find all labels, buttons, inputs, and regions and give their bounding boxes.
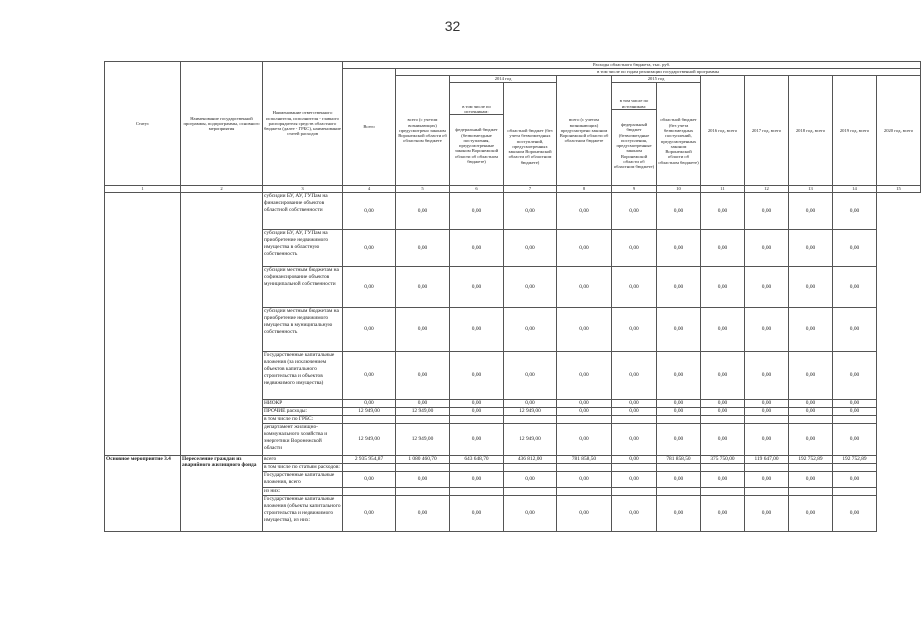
row-value: 0,00 bbox=[701, 193, 745, 230]
row-value: 0,00 bbox=[833, 400, 877, 408]
row-value: 0,00 bbox=[789, 408, 833, 416]
row-label: субсидии БУ, АУ, ГУПам на приобретение недвижимого имущества в областную собственность bbox=[263, 230, 343, 267]
row-value: 0,00 bbox=[657, 308, 701, 352]
row-value: 12 949,00 bbox=[504, 424, 557, 456]
row-value: 0,00 bbox=[450, 352, 504, 400]
row-value: 0,00 bbox=[657, 267, 701, 308]
row-value bbox=[657, 488, 701, 496]
row-value bbox=[396, 488, 450, 496]
column-number: 7 bbox=[504, 186, 557, 193]
row-value: 0,00 bbox=[396, 267, 450, 308]
header-2017: 2017 год, всего bbox=[745, 76, 789, 186]
row-value: 0,00 bbox=[701, 230, 745, 267]
header-2019: 2019 год, всего bbox=[833, 76, 877, 186]
row-value bbox=[833, 464, 877, 472]
row-value: 0,00 bbox=[701, 408, 745, 416]
row-value bbox=[504, 416, 557, 424]
row-value: 0,00 bbox=[657, 408, 701, 416]
column-number: 9 bbox=[612, 186, 657, 193]
row-label: в том числе по статьям расходов: bbox=[263, 464, 343, 472]
measure-name: Переселение граждан из аварийного жилищного фонда bbox=[181, 456, 263, 532]
row-value: 0,00 bbox=[789, 424, 833, 456]
header-2015-all: всего (с учетом возникающих) предусмотрено законом Воронежской области об областном бюджете bbox=[557, 76, 612, 186]
header-fed-2015 bbox=[612, 83, 657, 186]
row-value: 0,00 bbox=[450, 472, 504, 488]
row-value: 0,00 bbox=[789, 267, 833, 308]
row-value: 0,00 bbox=[745, 193, 789, 230]
row-label: ПРОЧИЕ расходы: bbox=[263, 408, 343, 416]
page-number: 32 bbox=[444, 18, 461, 34]
row-value: 0,00 bbox=[343, 308, 396, 352]
row-value: 0,00 bbox=[557, 408, 612, 416]
row-value bbox=[657, 416, 701, 424]
row-value: 0,00 bbox=[745, 352, 789, 400]
row-value: 0,00 bbox=[833, 267, 877, 308]
row-value: 192 752,89 bbox=[833, 456, 877, 464]
row-value bbox=[612, 488, 657, 496]
row-value: 0,00 bbox=[396, 193, 450, 230]
row-value: 0,00 bbox=[612, 456, 657, 464]
row-value: 0,00 bbox=[745, 230, 789, 267]
row-value: 0,00 bbox=[701, 352, 745, 400]
header-obl-2014: областной бюджет (без учета безвозмездных поступлений, предусмотренных законом Воронежской области об областном бюджете) bbox=[504, 83, 557, 186]
row-value: 0,00 bbox=[504, 193, 557, 230]
row-value: 0,00 bbox=[789, 472, 833, 488]
row-value: 0,00 bbox=[701, 267, 745, 308]
row-value: 0,00 bbox=[657, 472, 701, 488]
row-value: 0,00 bbox=[833, 193, 877, 230]
row-value bbox=[450, 488, 504, 496]
row-value: 0,00 bbox=[745, 267, 789, 308]
header-2015: 2015 год bbox=[612, 76, 701, 83]
row-value: 0,00 bbox=[343, 230, 396, 267]
row-value: 0,00 bbox=[612, 230, 657, 267]
column-number: 6 bbox=[450, 186, 504, 193]
row-value: 0,00 bbox=[701, 424, 745, 456]
row-value: 0,00 bbox=[396, 308, 450, 352]
row-value: 0,00 bbox=[612, 267, 657, 308]
row-value: 0,00 bbox=[557, 496, 612, 532]
row-label: Государственные капитальные вложения, всего bbox=[263, 472, 343, 488]
row-value: 0,00 bbox=[745, 424, 789, 456]
row-label: субсидии местным бюджетам на софинансирование объектов муниципальной собственности bbox=[263, 267, 343, 308]
row-value: 0,00 bbox=[789, 308, 833, 352]
row-value: 0,00 bbox=[396, 472, 450, 488]
row-value: 0,00 bbox=[557, 193, 612, 230]
row-value bbox=[789, 416, 833, 424]
row-value: 0,00 bbox=[343, 267, 396, 308]
row-value: 192 752,89 bbox=[789, 456, 833, 464]
row-value: 0,00 bbox=[833, 472, 877, 488]
column-number: 10 bbox=[657, 186, 701, 193]
row-value: 0,00 bbox=[612, 308, 657, 352]
row-value: 0,00 bbox=[557, 308, 612, 352]
row-value: 375 750,00 bbox=[701, 456, 745, 464]
row-value: 0,00 bbox=[833, 424, 877, 456]
row-value bbox=[701, 464, 745, 472]
row-value: 0,00 bbox=[745, 408, 789, 416]
row-value: 0,00 bbox=[612, 408, 657, 416]
row-value: 0,00 bbox=[612, 193, 657, 230]
row-value: 12 949,00 bbox=[396, 408, 450, 416]
row-value: 0,00 bbox=[450, 193, 504, 230]
row-value bbox=[557, 464, 612, 472]
row-value bbox=[745, 416, 789, 424]
row-value bbox=[343, 488, 396, 496]
row-value: 0,00 bbox=[745, 472, 789, 488]
row-value bbox=[833, 416, 877, 424]
column-number: 5 bbox=[396, 186, 450, 193]
row-value: 0,00 bbox=[504, 352, 557, 400]
row-value bbox=[343, 416, 396, 424]
header-status: Статус bbox=[105, 62, 181, 186]
status-cell bbox=[105, 193, 181, 456]
row-value: 0,00 bbox=[657, 400, 701, 408]
row-value: 0,00 bbox=[450, 408, 504, 416]
row-value: 119 647,00 bbox=[745, 456, 789, 464]
header-2020: 2020 год, всего bbox=[877, 76, 921, 186]
row-value bbox=[612, 464, 657, 472]
row-value: 0,00 bbox=[745, 496, 789, 532]
row-value bbox=[343, 464, 396, 472]
row-value bbox=[789, 464, 833, 472]
column-number: 8 bbox=[557, 186, 612, 193]
row-value: 0,00 bbox=[450, 424, 504, 456]
row-value: 1 080 460,70 bbox=[396, 456, 450, 464]
row-value: 12 949,00 bbox=[343, 424, 396, 456]
column-number: 11 bbox=[701, 186, 745, 193]
row-value: 0,00 bbox=[343, 400, 396, 408]
header-2018: 2018 год, всего bbox=[789, 76, 833, 186]
row-value: 0,00 bbox=[612, 496, 657, 532]
header-fed-2015-text: федеральный бюджет (безвозмездные поступления, предусмотренные законом Воронежской области об областном бюджете) bbox=[613, 122, 655, 170]
row-value bbox=[833, 488, 877, 496]
row-value: 0,00 bbox=[833, 230, 877, 267]
row-value bbox=[557, 488, 612, 496]
column-number: 2 bbox=[181, 186, 263, 193]
row-value: 781 858,50 bbox=[557, 456, 612, 464]
column-number-row bbox=[105, 186, 921, 193]
row-value: 0,00 bbox=[657, 496, 701, 532]
row-value: 0,00 bbox=[343, 472, 396, 488]
expense-rows bbox=[105, 193, 921, 456]
row-value: 0,00 bbox=[701, 400, 745, 408]
row-value: 0,00 bbox=[612, 400, 657, 408]
row-label: из них: bbox=[263, 488, 343, 496]
row-value bbox=[504, 464, 557, 472]
row-label: субсидии местным бюджетам на приобретение недвижимого имущества в муниципальную собственность bbox=[263, 308, 343, 352]
row-value: 0,00 bbox=[745, 308, 789, 352]
row-value: 0,00 bbox=[504, 496, 557, 532]
row-value: 0,00 bbox=[504, 230, 557, 267]
row-value bbox=[396, 464, 450, 472]
header-by-years: в том числе по годам реализации государственной программы bbox=[396, 69, 921, 76]
row-value bbox=[557, 416, 612, 424]
row-value: 0,00 bbox=[657, 230, 701, 267]
column-number: 4 bbox=[343, 186, 396, 193]
header-2016: 2016 год, всего bbox=[701, 76, 745, 186]
table-row bbox=[105, 456, 921, 464]
row-value: 0,00 bbox=[789, 230, 833, 267]
row-value: 0,00 bbox=[701, 472, 745, 488]
row-value bbox=[504, 488, 557, 496]
row-label: Государственные капитальные вложения (объекты капитального строительства и недвижимого имущества), из них: bbox=[263, 496, 343, 532]
row-value bbox=[450, 464, 504, 472]
row-value: 436 812,00 bbox=[504, 456, 557, 464]
row-value bbox=[701, 488, 745, 496]
row-value bbox=[657, 464, 701, 472]
header-2014-incl: в том числе по источникам: bbox=[450, 104, 503, 116]
row-value: 0,00 bbox=[789, 400, 833, 408]
row-value: 0,00 bbox=[745, 400, 789, 408]
row-value: 0,00 bbox=[701, 496, 745, 532]
row-value: 0,00 bbox=[450, 308, 504, 352]
row-value: 0,00 bbox=[504, 308, 557, 352]
row-value: 0,00 bbox=[396, 400, 450, 408]
row-value bbox=[789, 488, 833, 496]
row-value: 0,00 bbox=[396, 496, 450, 532]
row-value: 0,00 bbox=[612, 352, 657, 400]
row-value: 0,00 bbox=[343, 193, 396, 230]
row-value: 0,00 bbox=[343, 352, 396, 400]
row-value: 0,00 bbox=[557, 230, 612, 267]
row-value: 0,00 bbox=[557, 267, 612, 308]
column-number: 12 bbox=[745, 186, 789, 193]
column-number: 3 bbox=[263, 186, 343, 193]
row-value: 0,00 bbox=[657, 352, 701, 400]
measure-status: Основное мероприятие 3.4 bbox=[105, 456, 181, 532]
row-value: 0,00 bbox=[557, 400, 612, 408]
row-value bbox=[745, 488, 789, 496]
header-executor: Наименование ответственного исполнителя, исполнителя - главного распорядителя средств областного бюджета (далее - ГРБС), наименование статей расходов bbox=[263, 62, 343, 186]
row-value: 0,00 bbox=[789, 496, 833, 532]
program-name-cell bbox=[181, 193, 263, 456]
table-row bbox=[105, 193, 921, 230]
header-expenses-title: Расходы областного бюджета, тыс. руб. bbox=[343, 62, 921, 69]
column-number: 13 bbox=[789, 186, 833, 193]
header-program-name: Наименование государственной программы, подпрограммы, основного мероприятия bbox=[181, 62, 263, 186]
row-value: 0,00 bbox=[450, 496, 504, 532]
header-2014-all: всего (с учетом возникающих) предусмотрено законом Воронежской области об областном бюджете bbox=[396, 76, 450, 186]
budget-table bbox=[104, 61, 921, 532]
row-value: 0,00 bbox=[833, 496, 877, 532]
row-value: 0,00 bbox=[557, 472, 612, 488]
header-total: Всего bbox=[343, 69, 396, 186]
row-value: 0,00 bbox=[657, 193, 701, 230]
header-fed-2014 bbox=[450, 83, 504, 186]
row-value: 0,00 bbox=[343, 496, 396, 532]
row-value bbox=[612, 416, 657, 424]
row-value: 643 648,70 bbox=[450, 456, 504, 464]
row-value: 0,00 bbox=[612, 424, 657, 456]
row-value: 0,00 bbox=[504, 472, 557, 488]
row-value: 12 949,00 bbox=[396, 424, 450, 456]
header-2014: 2014 год bbox=[450, 76, 557, 83]
header-2015-incl: в том числе по источникам: bbox=[612, 98, 656, 110]
row-label: Государственные капитальные вложения (за исключением объектов капитального строительства и объектов недвижимого имущества) bbox=[263, 352, 343, 400]
header-fed-2014-text: федеральный бюджет (безвозмездные поступления, предусмотренные законом Воронежской области об областном бюджете) bbox=[454, 127, 499, 164]
row-value: 0,00 bbox=[450, 230, 504, 267]
row-value: 0,00 bbox=[450, 267, 504, 308]
row-value: 0,00 bbox=[504, 400, 557, 408]
column-number: 15 bbox=[877, 186, 921, 193]
header-obl-2015: областной бюджет (без учета безвозмездных поступлений, предусмотренных законом Воронежской области об областном бюджете) bbox=[657, 83, 701, 186]
row-value: 781 858,50 bbox=[657, 456, 701, 464]
row-value: 0,00 bbox=[833, 408, 877, 416]
row-value: 0,00 bbox=[612, 472, 657, 488]
row-value: 0,00 bbox=[657, 424, 701, 456]
row-label: всего bbox=[263, 456, 343, 464]
row-value: 0,00 bbox=[701, 308, 745, 352]
measure-rows bbox=[105, 456, 921, 532]
column-number: 14 bbox=[833, 186, 877, 193]
row-value bbox=[396, 416, 450, 424]
row-value: 0,00 bbox=[789, 352, 833, 400]
row-value: 0,00 bbox=[450, 400, 504, 408]
row-value: 0,00 bbox=[396, 230, 450, 267]
row-value: 12 949,00 bbox=[343, 408, 396, 416]
row-label: субсидии БУ, АУ, ГУПам на финансирование объектов областной собственности bbox=[263, 193, 343, 230]
column-number: 1 bbox=[105, 186, 181, 193]
row-value: 2 935 954,87 bbox=[343, 456, 396, 464]
row-label: департамент жилищно-коммунального хозяйства и энергетики Воронежской области bbox=[263, 424, 343, 456]
row-label: НИОКР bbox=[263, 400, 343, 408]
row-value: 0,00 bbox=[504, 267, 557, 308]
row-value: 0,00 bbox=[557, 424, 612, 456]
row-value: 12 949,00 bbox=[504, 408, 557, 416]
row-value: 0,00 bbox=[557, 352, 612, 400]
row-value: 0,00 bbox=[789, 193, 833, 230]
row-value: 0,00 bbox=[833, 352, 877, 400]
row-value bbox=[701, 416, 745, 424]
row-value bbox=[745, 464, 789, 472]
row-value: 0,00 bbox=[833, 308, 877, 352]
row-label: в том числе по ГРБС: bbox=[263, 416, 343, 424]
row-value bbox=[450, 416, 504, 424]
row-value: 0,00 bbox=[396, 352, 450, 400]
